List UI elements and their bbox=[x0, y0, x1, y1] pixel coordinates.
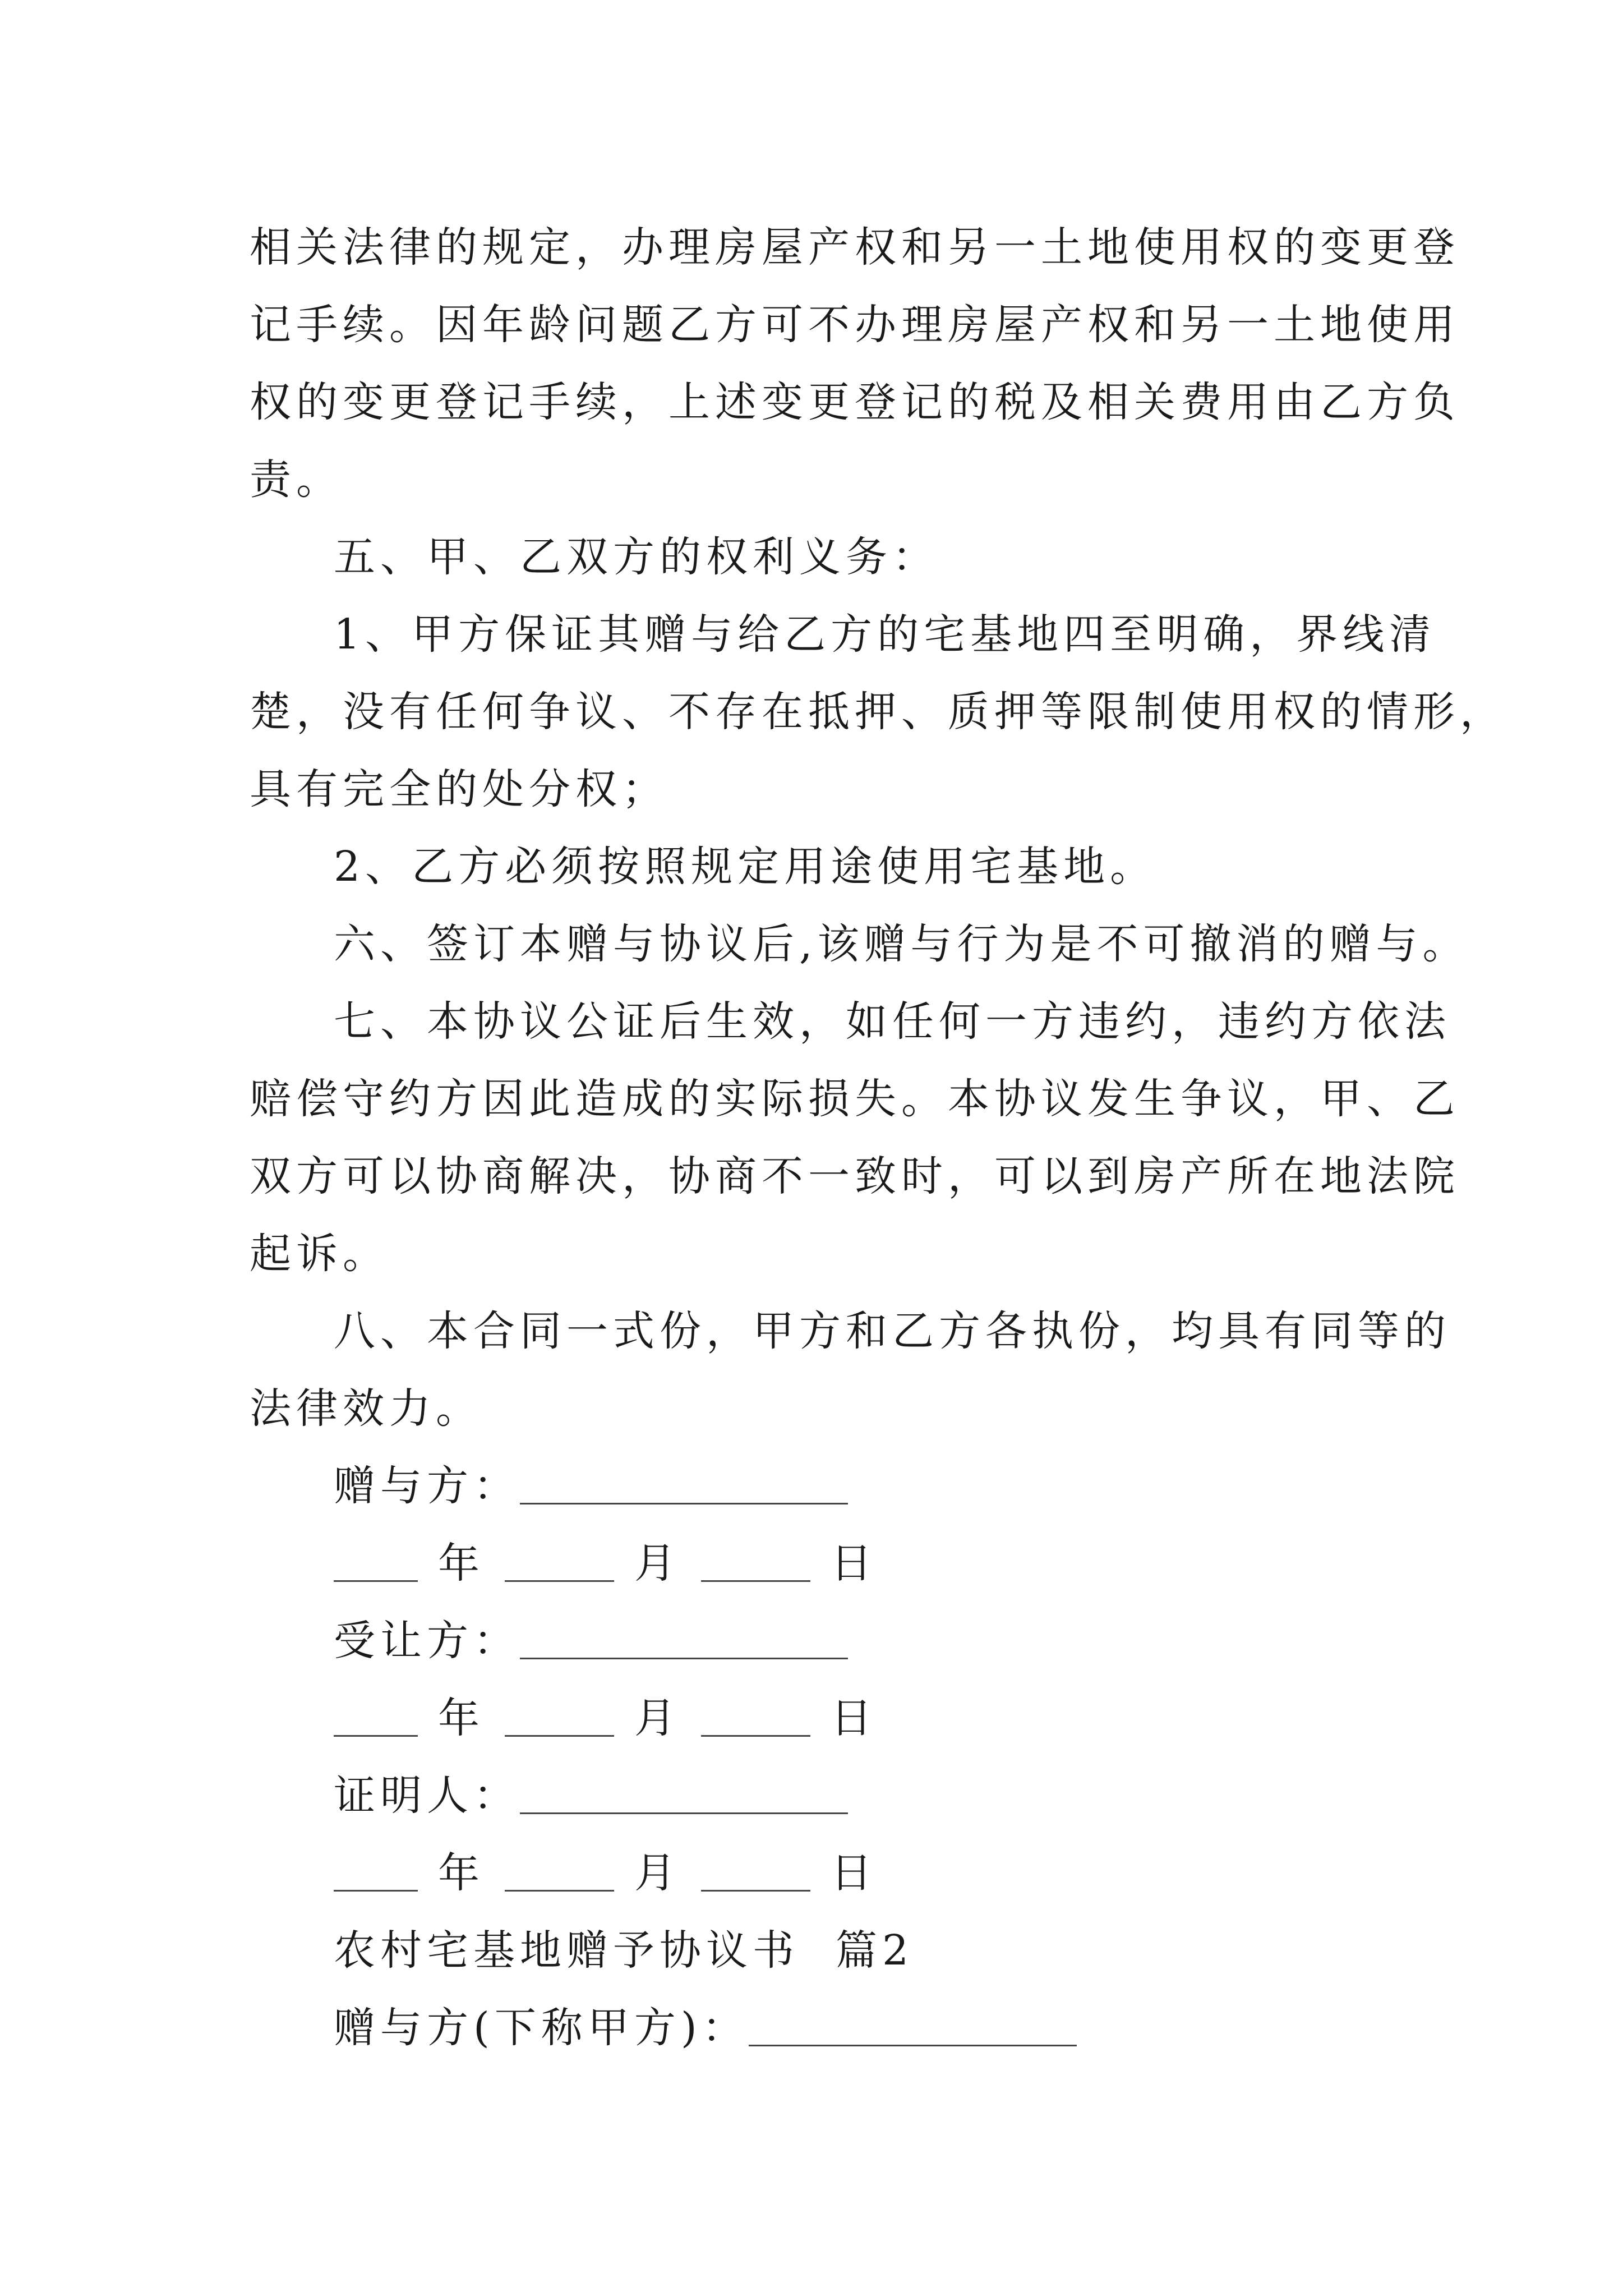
clause-8-line: 八、本合同一式份，甲方和乙方各执份，均具有同等的 bbox=[334, 1307, 1451, 1355]
day-label: 日 bbox=[831, 1694, 877, 1742]
clause-7-line: 七、本协议公证后生效，如任何一方违约，违约方依法 bbox=[334, 997, 1451, 1046]
month-label: 月 bbox=[634, 1539, 681, 1588]
donor-date-row bbox=[250, 1525, 1394, 1602]
paragraph-line: 权的变更登记手续，上述变更登记的税及相关费用由乙方负 bbox=[250, 378, 1460, 426]
donor-name-field[interactable] bbox=[520, 1465, 848, 1504]
year-field[interactable] bbox=[334, 1852, 418, 1892]
day-field[interactable] bbox=[701, 1697, 810, 1737]
witness-date-row bbox=[250, 1834, 1394, 1912]
clause-7-line: 赔偿守约方因此造成的实际损失。本协议发生争议，甲、乙 bbox=[250, 1075, 1460, 1123]
next-section-title: 农村宅基地赠予协议书 篇2 bbox=[334, 1926, 914, 1975]
paragraph-line: 相关法律的规定，办理房屋产权和另一土地使用权的变更登 bbox=[250, 223, 1460, 272]
clause-8-line: 法律效力。 bbox=[250, 1384, 482, 1433]
year-field[interactable] bbox=[334, 1697, 418, 1737]
next-donor-label: 赠与方(下称甲方)： bbox=[334, 2004, 749, 2052]
next-donor-row bbox=[250, 1989, 1394, 2067]
clause-5-1-line: 具有完全的处分权； bbox=[250, 765, 668, 813]
year-label: 年 bbox=[438, 1539, 485, 1588]
day-field[interactable] bbox=[701, 1542, 810, 1582]
clause-6: 六、签订本赠与协议后,该赠与行为是不可撤消的赠与。 bbox=[334, 920, 1469, 968]
clause-7-line: 起诉。 bbox=[250, 1230, 389, 1278]
clause-5-1-line: 楚，没有任何争议、不存在抵押、质押等限制使用权的情形， bbox=[250, 688, 1506, 736]
month-label: 月 bbox=[634, 1694, 681, 1742]
recipient-date-row bbox=[250, 1680, 1394, 1757]
month-field[interactable] bbox=[505, 1542, 614, 1582]
recipient-name-field[interactable] bbox=[520, 1619, 848, 1659]
day-label: 日 bbox=[831, 1539, 877, 1588]
month-field[interactable] bbox=[505, 1697, 614, 1737]
month-field[interactable] bbox=[505, 1852, 614, 1892]
next-donor-name-field[interactable] bbox=[749, 2007, 1077, 2046]
clause-7-line: 双方可以协商解决，协商不一致时，可以到房产所在地法院 bbox=[250, 1152, 1460, 1200]
witness-signature-row bbox=[250, 1757, 1394, 1834]
paragraph-line: 责。 bbox=[250, 455, 343, 504]
recipient-signature-row bbox=[250, 1602, 1394, 1680]
recipient-label: 受让方： bbox=[334, 1617, 520, 1665]
section-heading-5: 五、甲、乙双方的权利义务： bbox=[334, 533, 939, 581]
day-label: 日 bbox=[831, 1849, 877, 1897]
donor-signature-row bbox=[250, 1447, 1394, 1525]
clause-5-1-line: 1、甲方保证其赠与给乙方的宅基地四至明确，界线清 bbox=[334, 610, 1436, 659]
year-label: 年 bbox=[438, 1694, 485, 1742]
day-field[interactable] bbox=[701, 1852, 810, 1892]
witness-name-field[interactable] bbox=[520, 1774, 848, 1814]
witness-label: 证明人： bbox=[334, 1772, 520, 1820]
clause-5-2: 2、乙方必须按照规定用途使用宅基地。 bbox=[334, 843, 1157, 891]
paragraph-line: 记手续。因年龄问题乙方可不办理房屋产权和另一土地使用 bbox=[250, 301, 1460, 349]
year-label: 年 bbox=[438, 1849, 485, 1897]
month-label: 月 bbox=[634, 1849, 681, 1897]
donor-label: 赠与方： bbox=[334, 1462, 520, 1510]
document-body bbox=[250, 209, 1506, 2067]
year-field[interactable] bbox=[334, 1542, 418, 1582]
